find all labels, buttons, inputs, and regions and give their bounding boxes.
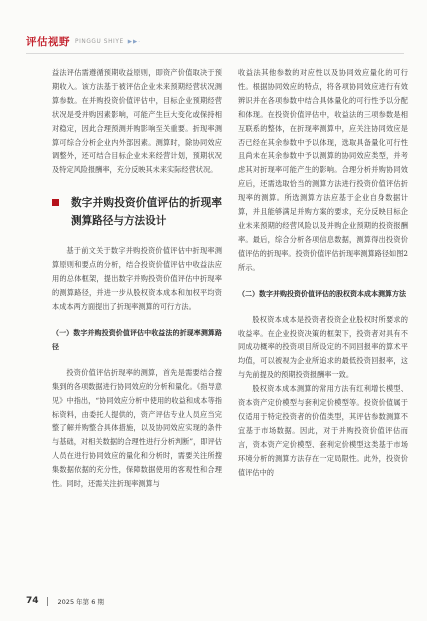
- section-title: 数字并购投资价值评估的折现率测算路径与方法设计: [71, 197, 222, 228]
- page-header: [0, 0, 427, 58]
- column-title: 评估视野: [26, 36, 70, 48]
- section-square-icon: [52, 199, 59, 206]
- arrow-decoration-icon: ▶▶·: [127, 38, 141, 45]
- paragraph: 收益法其他参数的对应性以及协同效应量化的可行性。根据协同效应的特点，将各项协同效应进行有效辨识并在各项参数中结合具体量化的可行性予以分配和体现。在投资价值评估中，收益法的三项参数是相互联系的整体，在折现率测算中，应关注协同效应是否已经在其余参数中予以体现，选取具备量化可行性且尚未在其余参数中予以测算的协同效应类型，并考虑其对折现率可能产生的影响。合理分析并购协同效应后，还需选取恰当的测算方法进行投资价值评估折现率的测算。所选测算方法应基于企业自身数据计算，并且能够满足并购方案的要求，充分反映目标企业未来预期的经营风险以及并购企业预期的投资报酬率。最后，综合分析各项信息数据，测算得出投资价值评估的折现率。投资价值评估折现率测算路径如图2所示。: [238, 68, 408, 272]
- paragraph: 益法评估需遵循预期收益原则，即资产价值取决于预期收入。该方法基于被评估企业未来预期经营状况测算参数。在并购投资价值评估中，目标企业预期经营状况是受并购因素影响，可能产生巨大变化或保持相对稳定，因此合理预测并购影响至关重要。折现率测算可综合分析企业内外部因素。测算时，除协同效应调整外，还可结合目标企业未来经营计划，预期状况及特定风险报酬率，充分反映其未来实际经营状况。: [52, 68, 222, 175]
- subsection-heading: （一）数字并购投资价值评估中收益法的折现率测算路径: [52, 328, 222, 351]
- paragraph: 股权资本成本测算的常用方法有红利增长模型、资本资产定价模型与套利定价模型等。投资价值属于仅适用于特定投资者的价值类型，其评估参数测算不宜基于市场数据。因此，对于并购投资价值评估而言，资本资产定价模型、套利定价模型这类基于市场环境分析的测算方法存在一定局限性。此外，投资价值评估中的: [238, 384, 408, 477]
- section-heading: [52, 194, 222, 230]
- left-column: [52, 66, 222, 491]
- page-number: 74: [26, 596, 39, 606]
- page-footer: [26, 596, 104, 606]
- column-logo: [26, 34, 141, 49]
- paragraph: 基于前文关于数字并购投资价值评估中折现率测算原则和要点的分析，结合投资价值评估中收益法应用的总体框架，提出数字并购投资价值评估中折现率的测算路径，并进一步从股权资本成本和加权平均资本成本两方面提出了折现率测算的可行方法。: [52, 246, 222, 311]
- footer-divider: [47, 597, 48, 606]
- header-rule: [26, 53, 404, 54]
- subsection-heading: （二）数字并购投资价值评估的股权资本成本测算方法: [238, 289, 406, 298]
- right-column: [238, 66, 408, 479]
- paragraph: 投资价值评估折现率的测算，首先是需要结合搜集到的各项数据进行协同效应的分析和量化。《指导意见》中指出，“协同效应分析中使用的收益和成本等指标资料，由委托人提供的，资产评估专业人员应当完整了解并购整合具体措施，以及协同效应实现的条件与基础，对相关数据的合理性进行分析判断”，即评估人员在进行协同效应的量化和分析时，需要关注所搜集数据依据的充分性，保障数据使用的客观性和合理性。同时，还需关注折现率测算与: [52, 367, 222, 489]
- paragraph: 股权资本成本是投资者投资企业股权时所要求的收益率。在企业投资决策的框架下，投资者对具有不同成功概率的投资项目所设定的不同回报率的算术平均值，可以被视为企业所追求的最低投资回报率，这与先前提及的预期投资报酬率一致。: [238, 314, 408, 380]
- issue-label: 2025 年第 6 期: [57, 597, 104, 606]
- column-subtitle: PINGGU SHIYE: [75, 38, 124, 45]
